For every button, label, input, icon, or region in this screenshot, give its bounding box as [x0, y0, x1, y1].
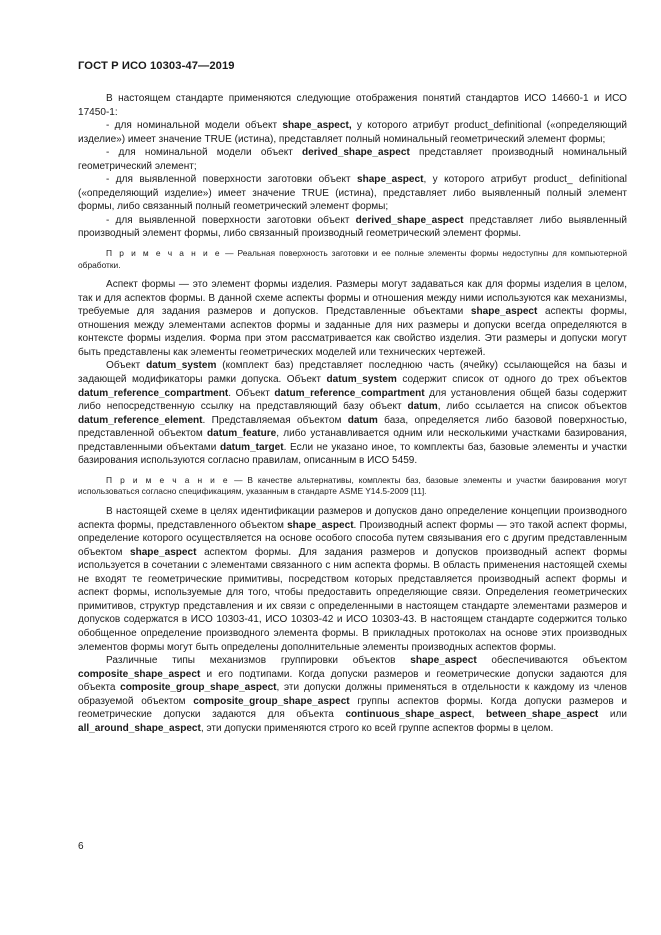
keyword-shape-aspect: shape_aspect, [282, 120, 352, 132]
paragraph-derived-shape-aspect: В настоящей схеме в целях идентификации размеров и допусков дано определение концепции производного аспекта формы, представленного объектом shape_aspect. Производный аспект формы — это такой аспект формы, определение которого осуществляется на основе особого способа путем связывания его с другим представленным объектом shape_aspect аспектом формы. Для задания размеров и допусков производный аспект формы используется в сочетании с элементами связанного с ним аспекта формы. В область применения настоящей схемы не входят те геометрические примитивы, посредством которых представляется производный аспект формы и аспект формы, используемые для того, чтобы предоставить определяющие связи. Определения геометрических примитивов, структур представления и их связи с определенными в настоящем стандарте элементами размеров и допусков содержатся в ИСО 10303-41, ИСО 10303-42 и ИСО 10303-43. В настоящем стандарте содержится только обобщенное определение производного элемента формы. В прикладных протоколах на основе этих производных элементов формы могут быть определены дополнительные элементы производных аспектов формы. [78, 506, 627, 653]
document-body [78, 92, 627, 735]
paragraph-grouping-mechanisms: Различные типы механизмов группировки объектов shape_aspect обеспечиваются объектом composite_shape_aspect и его подтипами. Когда допуски размеров и геометрические допуски задаются для объекта composite_group_shape_aspect, эти допуски должны применяться в отдельности к каждому из членов образуемой объектом composite_group_shape_aspect группы аспектов формы. Когда допуски размеров и геометрические допуски задаются для объекта continuous_shape_aspect, between_shape_aspect или all_around_shape_aspect, эти допуски применяются строго ко всей группе аспектов формы в целом. [78, 655, 628, 734]
list-item-revealed-shape-aspect: - для выявленной поверхности заготовки объект shape_aspect, у которого атрибут product_ definitional («определяющий изделие») имеет значение TRUE (истина), представляет либо выявленный полный элемент формы, либо связанный полный геометрический элемент формы; [78, 174, 627, 213]
list-item-nominal-shape-aspect: - для номинальной модели объект shape_aspect, у которого атрибут product_definitional («определяющий изделие») имеет значение TRUE (истина), представляет полный номинальный геометрический элемент формы; [78, 120, 627, 145]
keyword-derived-shape-aspect: derived_shape_aspect [355, 214, 464, 226]
paragraph-intro: В настоящем стандарте применяются следующие отображения понятий стандартов ИСО 14660-1 и ИСО 17450-1: [78, 93, 627, 118]
list-item-nominal-derived-shape-aspect: - для номинальной модели объект derived_shape_aspect представляет производный номинальный геометрический элемент; [78, 147, 627, 172]
note-label: П р и м е ч а н и е [106, 248, 222, 259]
keyword-shape-aspect: shape_aspect [470, 306, 538, 318]
paragraph-datum-system: Объект datum_system (комплект баз) представляет последнюю часть (ячейку) ссылающейся на базы и задающей модификаторы рамки допуска. Объект datum_system содержит список от одного до трех объектов datum_reference_compartment. Объект datum_reference_compartment для установления общей базы содержит либо непосредственную ссылку на представляющий базу объект datum, либо ссылается на список объектов datum_reference_element. Представляемая объектом datum база, определяется либо базовой поверхностью, представленной объектом datum_feature, либо устанавливается одним или несколькими участками базирования, представленными объектами datum_target. Если не указано иное, то комплекты баз, базовые элементы и участки базирования используются согласно правилам, описанным в ИСО 5459. [78, 360, 628, 467]
keyword-shape-aspect: shape_aspect [357, 174, 424, 186]
list-item-revealed-derived-shape-aspect: - для выявленной поверхности заготовки объект derived_shape_aspect представляет либо выявленный производный элемент формы, либо связанный производный геометрический элемент формы. [78, 214, 627, 240]
keyword-derived-shape-aspect: derived_shape_aspect [302, 147, 410, 159]
page-header-standard-code: ГОСТ Р ИСО 10303-47—2019 [78, 60, 235, 72]
paragraph-shape-aspect: Аспект формы — это элемент формы изделия. Размеры могут задаваться как для формы изделия в целом, так и для аспектов формы. В данной схеме аспекты формы и отношения между ними используются как механизмы, требуемые для задания размеров и допусков. Представленные объектами shape_aspect аспекты формы, отношения между элементами аспектов формы и заданные для них размеры и допуски всегда определяются в контексте формы изделия. Форма при этом рассматривается как свойство изделия. Эти размеры и допуски могут быть представлены как элементы геометрических моделей или технических чертежей. [78, 279, 627, 358]
note-asme-alternative: П р и м е ч а н и е — В качестве альтернативы, комплекты баз, базовые элементы и участки базирования могут использоваться согласно спецификациям, указанным в стандарте ASME Y14.5-2009 [11]. [78, 474, 627, 497]
note-real-surface: П р и м е ч а н и е — Реальная поверхность заготовки и ее полные элементы формы недоступны для компьютерной обработки. [78, 248, 627, 270]
page-number: 6 [78, 841, 84, 852]
note-label: П р и м е ч а н и е [106, 474, 230, 485]
